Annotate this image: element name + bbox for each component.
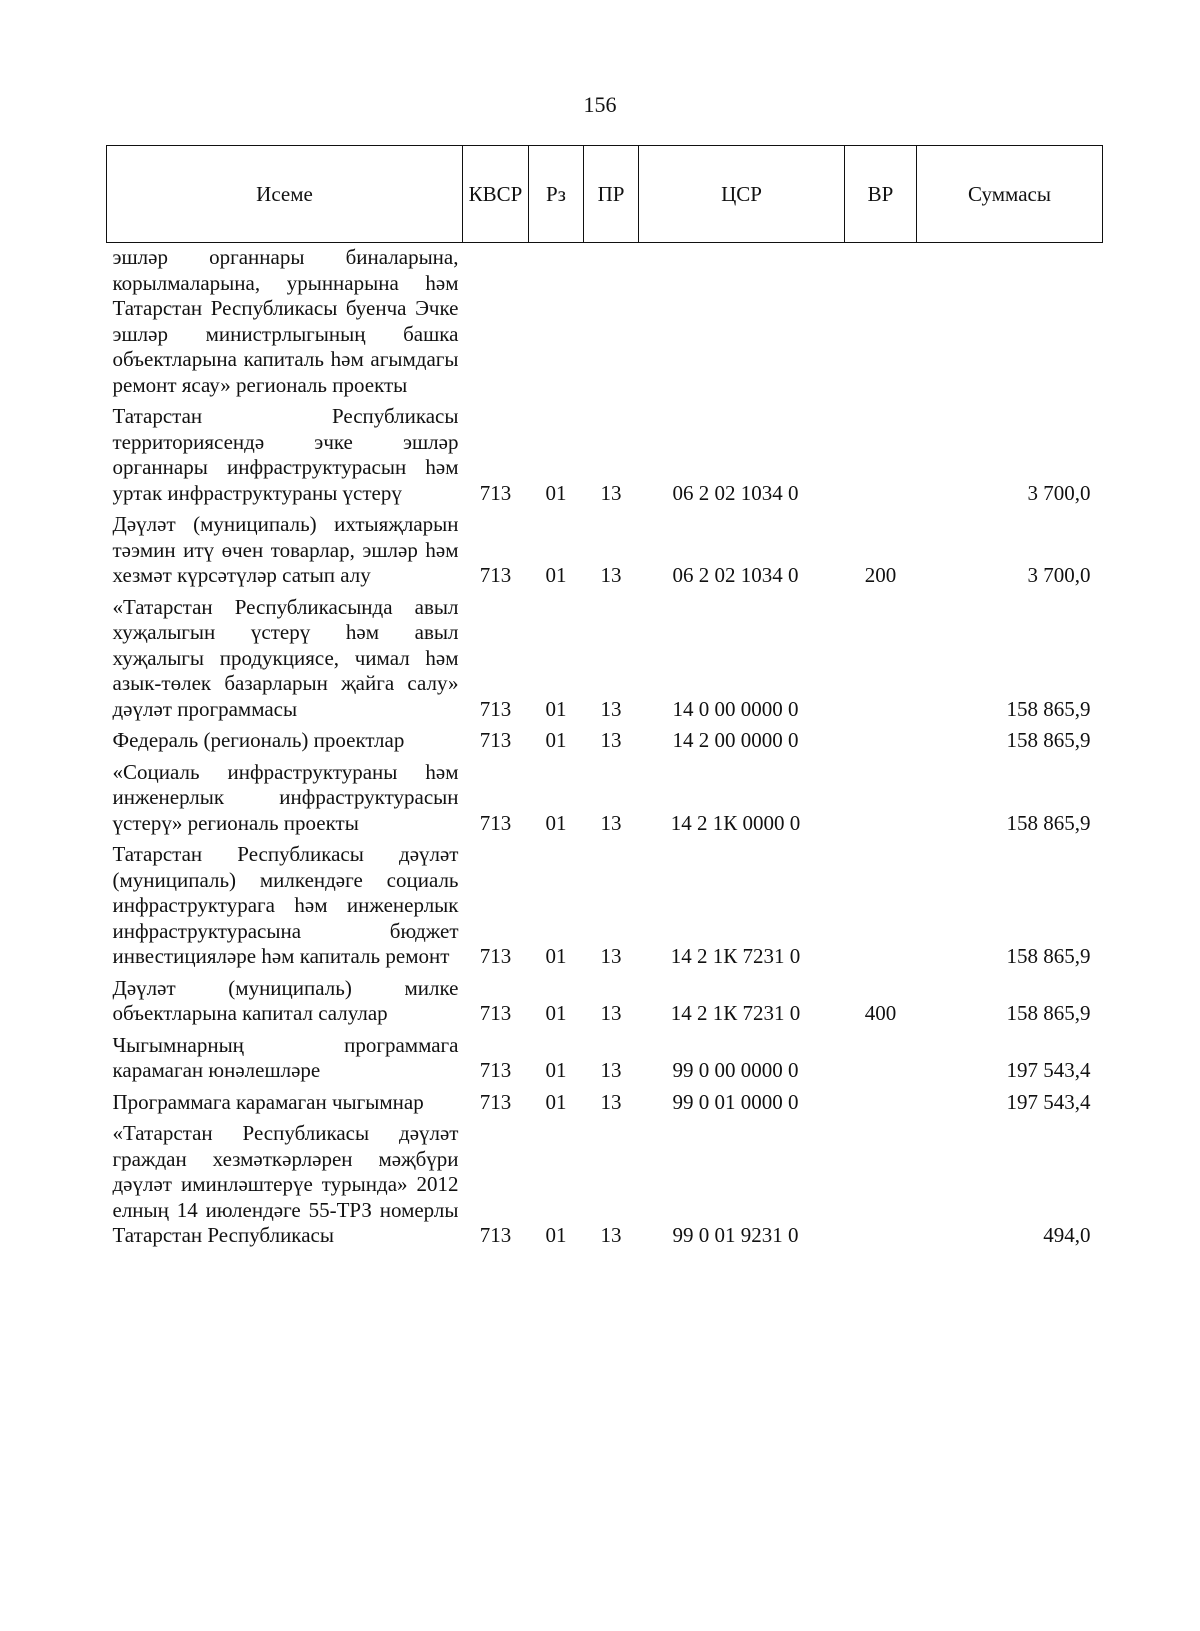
cell-pr: 13 <box>600 480 622 505</box>
cell-csr: 14 2 1К 7231 0 <box>670 944 801 968</box>
cell-sum: 158 865,9 <box>1006 696 1091 721</box>
cell-sum: 158 865,9 <box>1006 1001 1091 1025</box>
cell-csr: 14 0 00 0000 0 <box>672 696 799 721</box>
cell-rz <box>529 243 584 403</box>
cell-pr: 13 <box>600 810 622 835</box>
table-header <box>107 146 1103 243</box>
cell-kvsr: 713 <box>479 696 512 721</box>
header-sum: Суммасы <box>917 146 1103 243</box>
cell-name: Программага карамаган чыгымнар <box>112 1089 424 1114</box>
cell-vr <box>845 243 917 403</box>
cell-sum: 197 543,4 <box>1006 1058 1091 1082</box>
cell-kvsr: 713 <box>479 1089 512 1114</box>
cell-vr: 400 <box>864 1001 897 1025</box>
cell-vr <box>845 840 917 974</box>
cell-vr <box>845 1088 917 1120</box>
cell-name: Чыгымнарның программага карамаган юнәлешләре <box>112 1032 459 1082</box>
cell-sum: 158 865,9 <box>1006 728 1091 752</box>
cell-vr <box>845 1119 917 1253</box>
cell-csr: 14 2 00 0000 0 <box>672 728 799 752</box>
header-row <box>107 146 1103 243</box>
cell-rz: 01 <box>545 810 567 835</box>
cell-vr <box>845 758 917 841</box>
cell-vr <box>845 726 917 758</box>
header-vr: ВР <box>845 146 917 243</box>
table-row <box>107 402 1103 510</box>
cell-name: «Татарстан Республикасы дәүләт граждан хезмәткәрләрен мәҗбүри дәүләт иминләштерүе турында» 2012 елның 14 июлендәге 55-ТРЗ номерлы Татарстан Республикасы <box>112 1121 459 1247</box>
cell-pr: 13 <box>600 1058 622 1082</box>
cell-name: Татарстан Республикасы дәүләт (муниципаль) милкендәге социаль инфраструктурага һәм инженерлык инфраструктурасына бюджет инвестицияләре һәм капиталь ремонт <box>112 842 459 968</box>
cell-csr: 99 0 00 0000 0 <box>672 1058 799 1082</box>
cell-csr: 99 0 01 0000 0 <box>672 1089 799 1114</box>
cell-sum: 3 700,0 <box>1027 480 1091 505</box>
header-name: Исеме <box>107 146 463 243</box>
cell-vr: 200 <box>864 563 897 587</box>
cell-vr <box>845 1031 917 1088</box>
cell-pr: 13 <box>600 563 622 587</box>
cell-csr: 99 0 01 9231 0 <box>672 1223 799 1247</box>
table-row <box>107 1119 1103 1253</box>
cell-rz: 01 <box>545 944 567 968</box>
cell-kvsr: 713 <box>479 944 512 968</box>
header-pr: ПР <box>584 146 639 243</box>
cell-pr: 13 <box>600 696 622 721</box>
cell-vr <box>845 593 917 727</box>
cell-rz: 01 <box>545 1058 567 1082</box>
cell-kvsr: 713 <box>479 480 512 505</box>
cell-sum: 494,0 <box>1043 1223 1091 1247</box>
table-row <box>107 758 1103 841</box>
cell-vr <box>845 402 917 510</box>
cell-kvsr: 713 <box>479 1001 512 1025</box>
header-rz: Рз <box>529 146 584 243</box>
table-row <box>107 726 1103 758</box>
cell-pr <box>584 243 639 403</box>
cell-sum: 197 543,4 <box>1006 1089 1091 1114</box>
cell-csr: 06 2 02 1034 0 <box>672 480 799 505</box>
cell-csr: 06 2 02 1034 0 <box>672 563 799 587</box>
cell-name: Дәүләт (муниципаль) ихтыяҗларын тәэмин итү өчен товарлар, эшләр һәм хезмәт күрсәтүләр сатып алу <box>112 512 459 587</box>
cell-rz: 01 <box>545 1089 567 1114</box>
cell-rz: 01 <box>545 728 567 752</box>
cell-csr: 14 2 1К 0000 0 <box>670 810 801 835</box>
cell-name: Федераль (региональ) проектлар <box>112 728 405 752</box>
cell-rz: 01 <box>545 1223 567 1247</box>
cell-kvsr: 713 <box>479 1058 512 1082</box>
table-row <box>107 243 1103 403</box>
cell-rz: 01 <box>545 1001 567 1025</box>
cell-rz: 01 <box>545 563 567 587</box>
cell-csr <box>639 243 845 403</box>
cell-sum: 158 865,9 <box>1006 810 1091 835</box>
cell-csr: 14 2 1К 7231 0 <box>670 1001 801 1025</box>
header-kvsr: КВСР <box>463 146 529 243</box>
cell-rz: 01 <box>545 696 567 721</box>
cell-kvsr <box>463 243 529 403</box>
cell-kvsr: 713 <box>479 563 512 587</box>
table-body <box>107 243 1103 1253</box>
cell-pr: 13 <box>600 1223 622 1247</box>
cell-kvsr: 713 <box>479 728 512 752</box>
cell-kvsr: 713 <box>479 810 512 835</box>
table-row <box>107 593 1103 727</box>
cell-sum <box>917 243 1103 403</box>
cell-sum: 3 700,0 <box>1027 563 1091 587</box>
cell-name: Дәүләт (муниципаль) милке объектларына капитал салулар <box>112 975 459 1025</box>
cell-kvsr: 713 <box>479 1223 512 1247</box>
budget-table <box>106 145 1103 1253</box>
header-csr: ЦСР <box>639 146 845 243</box>
cell-name: «Татарстан Республикасында авыл хуҗалыгын үстерү һәм авыл хуҗалыгы продукциясе, чимал һәм азык-төлек базарларын җайга салу» дәүләт программасы <box>112 594 459 721</box>
cell-pr: 13 <box>600 1001 622 1025</box>
cell-rz: 01 <box>545 480 567 505</box>
cell-name: эшләр органнары биналарына, корылмаларына, урыннарына һәм Татарстан Республикасы буенча Эчке эшләр министрлыгының башка объектларына капиталь һәм агымдагы ремонт ясау» региональ проекты <box>112 245 459 397</box>
cell-sum: 158 865,9 <box>1006 944 1091 968</box>
table-row <box>107 840 1103 974</box>
page-number: 156 <box>583 92 617 117</box>
cell-name: Татарстан Республикасы территориясендә эчке эшләр органнары инфраструктурасын һәм уртак инфраструктураны үстерү <box>112 404 459 505</box>
cell-pr: 13 <box>600 1089 622 1114</box>
table-row <box>107 1031 1103 1088</box>
table-row <box>107 974 1103 1031</box>
table-row <box>107 510 1103 593</box>
table-row <box>107 1088 1103 1120</box>
cell-name: «Социаль инфраструктураны һәм инженерлык инфраструктурасын үстерү» региональ проекты <box>112 759 459 835</box>
cell-pr: 13 <box>600 728 622 752</box>
cell-pr: 13 <box>600 944 622 968</box>
